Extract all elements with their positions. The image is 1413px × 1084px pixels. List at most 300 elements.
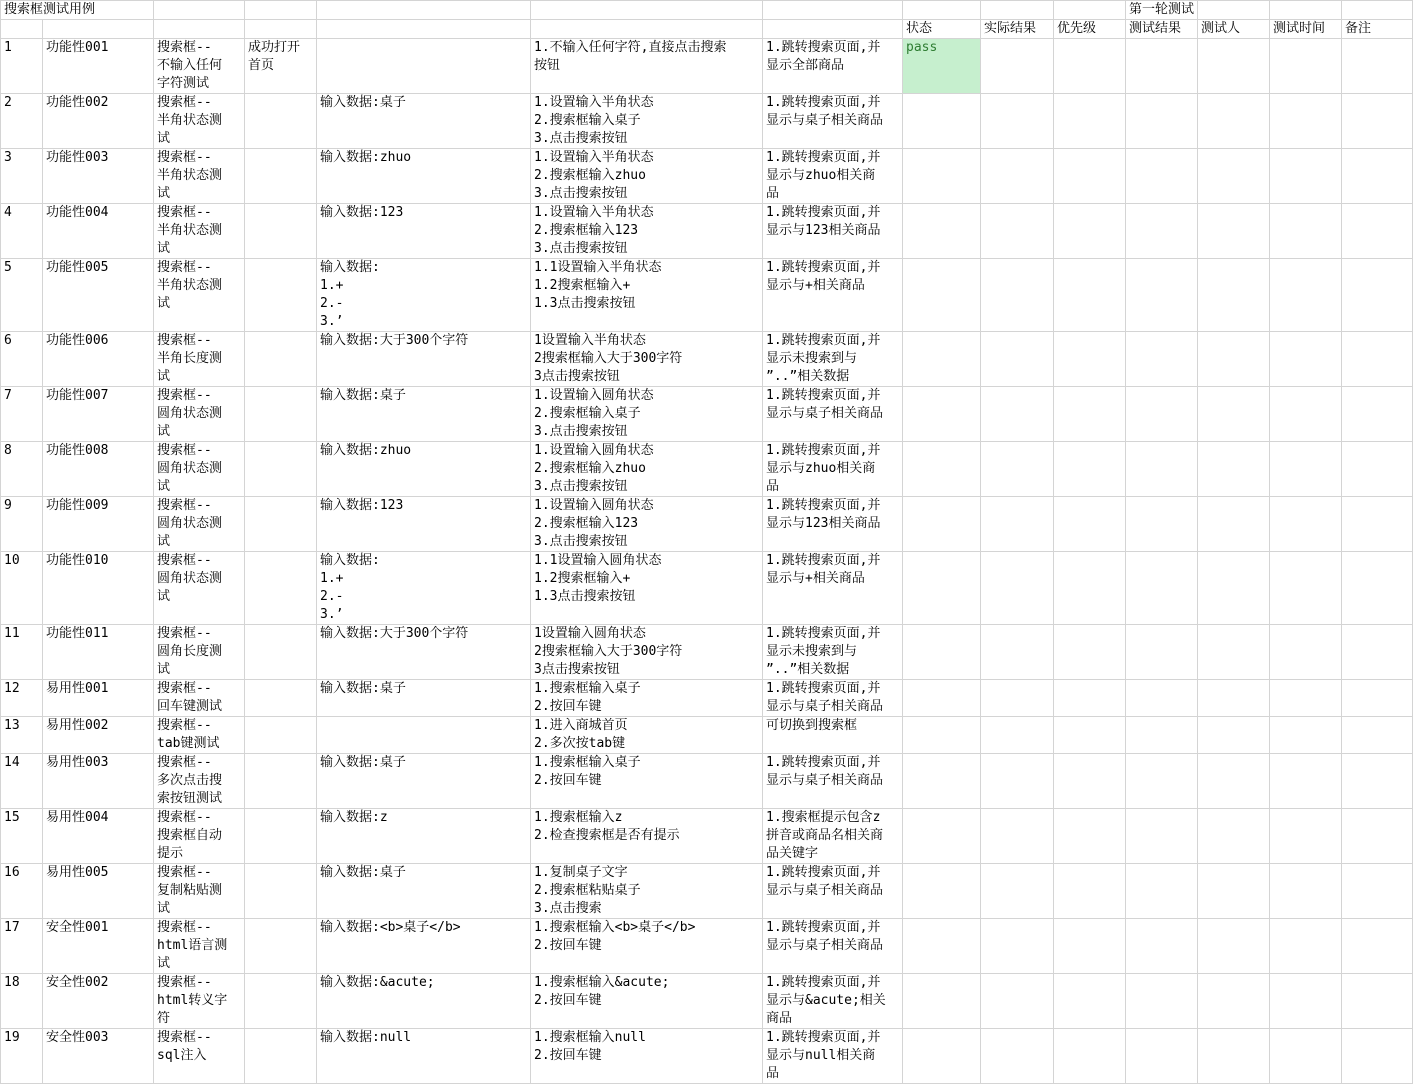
actual-result-cell[interactable] (981, 442, 1054, 497)
precondition-cell[interactable] (245, 1029, 317, 1084)
steps-cell[interactable]: 1.搜索框输入z 2.检查搜索框是否有提示 (531, 809, 763, 864)
remarks-cell[interactable] (1342, 149, 1413, 204)
case-id-cell[interactable]: 功能性004 (43, 204, 154, 259)
expected-result-cell[interactable]: 可切换到搜索框 (763, 717, 903, 754)
input-data-cell[interactable]: 输入数据:<b>桌子</b> (317, 919, 531, 974)
precondition-cell[interactable] (245, 204, 317, 259)
input-data-cell[interactable]: 输入数据:z (317, 809, 531, 864)
empty-cell[interactable] (317, 1, 531, 20)
test-result-cell[interactable] (1126, 552, 1198, 625)
case-name-cell[interactable]: 搜索框-- 半角状态测 试 (154, 149, 245, 204)
empty-cell[interactable] (317, 20, 531, 39)
input-data-cell[interactable]: 输入数据:大于300个字符 (317, 625, 531, 680)
case-name-cell[interactable]: 搜索框-- 半角状态测 试 (154, 94, 245, 149)
case-id-cell[interactable]: 安全性001 (43, 919, 154, 974)
test-time-cell[interactable] (1270, 497, 1342, 552)
expected-result-cell[interactable]: 1.跳转搜索页面,并 显示未搜索到与 ”..”相关数据 (763, 625, 903, 680)
input-data-cell[interactable] (317, 717, 531, 754)
test-time-cell[interactable] (1270, 919, 1342, 974)
precondition-cell[interactable] (245, 552, 317, 625)
case-id-cell[interactable]: 易用性001 (43, 680, 154, 717)
test-result-cell[interactable] (1126, 1029, 1198, 1084)
remarks-cell[interactable] (1342, 259, 1413, 332)
tester-cell[interactable] (1198, 974, 1270, 1029)
expected-result-cell[interactable]: 1.跳转搜索页面,并 显示与桌子相关商品 (763, 864, 903, 919)
case-name-cell[interactable]: 搜索框-- 不输入任何 字符测试 (154, 39, 245, 94)
case-number-cell[interactable]: 18 (1, 974, 43, 1029)
precondition-cell[interactable]: 成功打开 首页 (245, 39, 317, 94)
case-id-cell[interactable]: 功能性009 (43, 497, 154, 552)
steps-cell[interactable]: 1.搜索框输入<b>桌子</b> 2.按回车键 (531, 919, 763, 974)
steps-cell[interactable]: 1.设置输入半角状态 2.搜索框输入桌子 3.点击搜索按钮 (531, 94, 763, 149)
tester-cell[interactable] (1198, 332, 1270, 387)
case-number-cell[interactable]: 13 (1, 717, 43, 754)
actual-result-cell[interactable] (981, 387, 1054, 442)
status-cell[interactable] (903, 332, 981, 387)
status-cell[interactable] (903, 717, 981, 754)
empty-cell[interactable] (245, 20, 317, 39)
sheet-title-cell[interactable] (1, 1, 154, 20)
steps-cell[interactable]: 1.复制桌子文字 2.搜索框粘贴桌子 3.点击搜索 (531, 864, 763, 919)
case-number-cell[interactable]: 11 (1, 625, 43, 680)
case-name-cell[interactable]: 搜索框-- 搜索框自动 提示 (154, 809, 245, 864)
input-data-cell[interactable]: 输入数据:&acute; (317, 974, 531, 1029)
steps-cell[interactable]: 1设置输入圆角状态 2搜索框输入大于300字符 3点击搜索按钮 (531, 625, 763, 680)
remarks-cell[interactable] (1342, 974, 1413, 1029)
remarks-cell[interactable] (1342, 864, 1413, 919)
tester-cell[interactable] (1198, 387, 1270, 442)
sheet-title: 搜索框测试用例 (4, 2, 96, 17)
status-cell[interactable] (903, 442, 981, 497)
test-result-cell[interactable] (1126, 204, 1198, 259)
expected-result-cell[interactable]: 1.跳转搜索页面,并 显示与桌子相关商品 (763, 680, 903, 717)
case-number-cell[interactable]: 1 (1, 39, 43, 94)
priority-cell[interactable] (1054, 919, 1126, 974)
test-result-cell[interactable] (1126, 149, 1198, 204)
tester-cell[interactable] (1198, 717, 1270, 754)
case-id-cell[interactable]: 易用性003 (43, 754, 154, 809)
precondition-cell[interactable] (245, 680, 317, 717)
empty-cell[interactable] (1270, 1, 1342, 20)
steps-cell[interactable]: 1.搜索框输入桌子 2.按回车键 (531, 754, 763, 809)
actual-result-cell[interactable] (981, 1029, 1054, 1084)
case-id-cell[interactable]: 功能性006 (43, 332, 154, 387)
status-cell[interactable] (903, 974, 981, 1029)
case-id-cell[interactable]: 易用性004 (43, 809, 154, 864)
actual-result-cell[interactable] (981, 864, 1054, 919)
tester-cell[interactable] (1198, 1029, 1270, 1084)
status-cell[interactable] (903, 552, 981, 625)
priority-cell[interactable] (1054, 39, 1126, 94)
expected-result-cell[interactable]: 1.跳转搜索页面,并 显示与桌子相关商品 (763, 387, 903, 442)
test-result-cell[interactable] (1126, 919, 1198, 974)
empty-cell[interactable] (763, 20, 903, 39)
input-data-cell[interactable]: 输入数据:zhuo (317, 442, 531, 497)
tester-cell[interactable] (1198, 754, 1270, 809)
expected-result-cell[interactable]: 1.跳转搜索页面,并 显示与null相关商 品 (763, 1029, 903, 1084)
case-name-cell[interactable]: 搜索框-- 圆角状态测 试 (154, 497, 245, 552)
case-id-cell[interactable]: 易用性002 (43, 717, 154, 754)
remarks-cell[interactable] (1342, 204, 1413, 259)
input-data-cell[interactable]: 输入数据:123 (317, 204, 531, 259)
input-data-cell[interactable]: 输入数据:大于300个字符 (317, 332, 531, 387)
tester-cell[interactable] (1198, 864, 1270, 919)
remarks-cell[interactable] (1342, 94, 1413, 149)
priority-cell[interactable] (1054, 680, 1126, 717)
expected-result-cell[interactable]: 1.跳转搜索页面,并 显示与桌子相关商品 (763, 754, 903, 809)
precondition-cell[interactable] (245, 497, 317, 552)
empty-cell[interactable] (1054, 1, 1126, 20)
test-result-cell[interactable] (1126, 974, 1198, 1029)
test-result-cell[interactable] (1126, 332, 1198, 387)
actual-result-cell[interactable] (981, 552, 1054, 625)
test-time-cell[interactable] (1270, 1029, 1342, 1084)
expected-result-cell[interactable]: 1.跳转搜索页面,并 显示未搜索到与 ”..”相关数据 (763, 332, 903, 387)
expected-result-cell[interactable]: 1.跳转搜索页面,并 显示与123相关商品 (763, 204, 903, 259)
actual-result-cell[interactable] (981, 754, 1054, 809)
case-id-cell[interactable]: 功能性007 (43, 387, 154, 442)
remarks-cell[interactable] (1342, 387, 1413, 442)
input-data-cell[interactable]: 输入数据:桌子 (317, 387, 531, 442)
case-number-cell[interactable]: 17 (1, 919, 43, 974)
precondition-cell[interactable] (245, 442, 317, 497)
input-data-cell[interactable]: 输入数据: 1.+ 2.- 3.’ (317, 259, 531, 332)
status-cell[interactable] (903, 680, 981, 717)
test-time-cell[interactable] (1270, 680, 1342, 717)
steps-cell[interactable]: 1.1设置输入圆角状态 1.2搜索框输入+ 1.3点击搜索按钮 (531, 552, 763, 625)
case-number-cell[interactable]: 6 (1, 332, 43, 387)
status-cell[interactable] (903, 1029, 981, 1084)
expected-result-cell[interactable]: 1.跳转搜索页面,并 显示与&acute;相关 商品 (763, 974, 903, 1029)
test-result-cell[interactable] (1126, 94, 1198, 149)
case-number-cell[interactable]: 19 (1, 1029, 43, 1084)
case-name-cell[interactable]: 搜索框-- 半角状态测 试 (154, 204, 245, 259)
status-cell[interactable] (903, 919, 981, 974)
table-row (1, 919, 1413, 974)
priority-cell[interactable] (1054, 149, 1126, 204)
input-data-cell[interactable]: 输入数据:null (317, 1029, 531, 1084)
expected-result-cell[interactable]: 1.跳转搜索页面,并 显示与+相关商品 (763, 552, 903, 625)
expected-result-cell[interactable]: 1.跳转搜索页面,并 显示与桌子相关商品 (763, 94, 903, 149)
test-result-cell[interactable] (1126, 717, 1198, 754)
remarks-cell[interactable] (1342, 39, 1413, 94)
status-cell[interactable] (903, 809, 981, 864)
case-id-cell[interactable]: 功能性002 (43, 94, 154, 149)
empty-cell[interactable] (981, 1, 1054, 20)
case-number-cell[interactable]: 3 (1, 149, 43, 204)
steps-cell[interactable]: 1.搜索框输入&acute; 2.按回车键 (531, 974, 763, 1029)
empty-cell[interactable] (763, 1, 903, 20)
case-number-cell[interactable]: 15 (1, 809, 43, 864)
empty-cell[interactable] (43, 20, 154, 39)
case-name-cell[interactable]: 搜索框-- 半角长度测 试 (154, 332, 245, 387)
test-result-cell[interactable] (1126, 497, 1198, 552)
remarks-cell[interactable] (1342, 442, 1413, 497)
case-name-cell[interactable]: 搜索框-- 圆角状态测 试 (154, 442, 245, 497)
case-name-cell[interactable]: 搜索框-- 半角状态测 试 (154, 259, 245, 332)
test-time-cell[interactable] (1270, 552, 1342, 625)
header-tester[interactable]: 测试人 (1198, 20, 1270, 39)
test-result-cell[interactable] (1126, 39, 1198, 94)
test-time-cell[interactable] (1270, 332, 1342, 387)
tester-cell[interactable] (1198, 149, 1270, 204)
priority-cell[interactable] (1054, 204, 1126, 259)
test-time-cell[interactable] (1270, 39, 1342, 94)
status-cell[interactable] (903, 149, 981, 204)
header-status[interactable]: 状态 (903, 20, 981, 39)
case-number-cell[interactable]: 8 (1, 442, 43, 497)
status-cell[interactable] (903, 94, 981, 149)
expected-result-cell[interactable]: 1.跳转搜索页面,并 显示全部商品 (763, 39, 903, 94)
test-time-cell[interactable] (1270, 387, 1342, 442)
case-number-cell[interactable]: 16 (1, 864, 43, 919)
remarks-cell[interactable] (1342, 552, 1413, 625)
remarks-cell[interactable] (1342, 497, 1413, 552)
precondition-cell[interactable] (245, 259, 317, 332)
priority-cell[interactable] (1054, 387, 1126, 442)
actual-result-cell[interactable] (981, 497, 1054, 552)
precondition-cell[interactable] (245, 754, 317, 809)
test-time-cell[interactable] (1270, 754, 1342, 809)
priority-cell[interactable] (1054, 625, 1126, 680)
case-id-cell[interactable]: 功能性011 (43, 625, 154, 680)
test-result-cell[interactable] (1126, 809, 1198, 864)
table-row (1, 680, 1413, 717)
table-row (1, 332, 1413, 387)
tester-cell[interactable] (1198, 39, 1270, 94)
remarks-cell[interactable] (1342, 625, 1413, 680)
expected-result-cell[interactable]: 1.跳转搜索页面,并 显示与123相关商品 (763, 497, 903, 552)
priority-cell[interactable] (1054, 974, 1126, 1029)
input-data-cell[interactable] (317, 39, 531, 94)
remarks-cell[interactable] (1342, 1029, 1413, 1084)
header-remarks[interactable]: 备注 (1342, 20, 1413, 39)
expected-result-cell[interactable]: 1.跳转搜索页面,并 显示与+相关商品 (763, 259, 903, 332)
precondition-cell[interactable] (245, 864, 317, 919)
input-data-cell[interactable]: 输入数据:桌子 (317, 864, 531, 919)
actual-result-cell[interactable] (981, 39, 1054, 94)
header-actual-result[interactable]: 实际结果 (981, 20, 1054, 39)
header-test-result[interactable]: 测试结果 (1126, 20, 1198, 39)
status-cell[interactable] (903, 625, 981, 680)
precondition-cell[interactable] (245, 94, 317, 149)
header-priority[interactable]: 优先级 (1054, 20, 1126, 39)
input-data-cell[interactable]: 输入数据:桌子 (317, 94, 531, 149)
steps-cell[interactable]: 1.设置输入半角状态 2.搜索框输入zhuo 3.点击搜索按钮 (531, 149, 763, 204)
expected-result-cell[interactable]: 1.跳转搜索页面,并 显示与zhuo相关商 品 (763, 442, 903, 497)
empty-cell[interactable] (903, 1, 981, 20)
actual-result-cell[interactable] (981, 332, 1054, 387)
case-id-cell[interactable]: 易用性005 (43, 864, 154, 919)
actual-result-cell[interactable] (981, 919, 1054, 974)
empty-cell[interactable] (154, 20, 245, 39)
input-data-cell[interactable]: 输入数据:桌子 (317, 754, 531, 809)
priority-cell[interactable] (1054, 442, 1126, 497)
table-row (1, 864, 1413, 919)
remarks-cell[interactable] (1342, 332, 1413, 387)
table-row (1, 754, 1413, 809)
test-time-cell[interactable] (1270, 94, 1342, 149)
remarks-cell[interactable] (1342, 919, 1413, 974)
priority-cell[interactable] (1054, 332, 1126, 387)
actual-result-cell[interactable] (981, 204, 1054, 259)
remarks-cell[interactable] (1342, 754, 1413, 809)
priority-cell[interactable] (1054, 94, 1126, 149)
remarks-cell[interactable] (1342, 809, 1413, 864)
expected-result-cell[interactable]: 1.跳转搜索页面,并 显示与zhuo相关商 品 (763, 149, 903, 204)
case-name-cell[interactable]: 搜索框-- 回车键测试 (154, 680, 245, 717)
case-number-cell[interactable]: 2 (1, 94, 43, 149)
test-time-cell[interactable] (1270, 864, 1342, 919)
test-time-cell[interactable] (1270, 259, 1342, 332)
steps-cell[interactable]: 1.搜索框输入桌子 2.按回车键 (531, 680, 763, 717)
header-test-time[interactable]: 测试时间 (1270, 20, 1342, 39)
remarks-cell[interactable] (1342, 680, 1413, 717)
status-cell[interactable]: pass (903, 39, 981, 94)
test-result-cell[interactable] (1126, 259, 1198, 332)
actual-result-cell[interactable] (981, 625, 1054, 680)
case-name-cell[interactable]: 搜索框-- 圆角长度测 试 (154, 625, 245, 680)
test-time-cell[interactable] (1270, 717, 1342, 754)
test-result-cell[interactable] (1126, 442, 1198, 497)
tester-cell[interactable] (1198, 497, 1270, 552)
test-time-cell[interactable] (1270, 625, 1342, 680)
priority-cell[interactable] (1054, 497, 1126, 552)
case-number-cell[interactable]: 12 (1, 680, 43, 717)
status-cell[interactable] (903, 387, 981, 442)
actual-result-cell[interactable] (981, 94, 1054, 149)
steps-cell[interactable]: 1设置输入半角状态 2搜索框输入大于300字符 3点击搜索按钮 (531, 332, 763, 387)
case-number-cell[interactable]: 5 (1, 259, 43, 332)
case-name-cell[interactable]: 搜索框-- tab键测试 (154, 717, 245, 754)
case-name-cell[interactable]: 搜索框-- 圆角状态测 试 (154, 387, 245, 442)
steps-cell[interactable]: 1.搜索框输入null 2.按回车键 (531, 1029, 763, 1084)
status-cell[interactable] (903, 497, 981, 552)
tester-cell[interactable] (1198, 809, 1270, 864)
priority-cell[interactable] (1054, 864, 1126, 919)
case-id-cell[interactable]: 功能性001 (43, 39, 154, 94)
test-result-cell[interactable] (1126, 680, 1198, 717)
test-time-cell[interactable] (1270, 974, 1342, 1029)
status-cell[interactable] (903, 864, 981, 919)
precondition-cell[interactable] (245, 919, 317, 974)
tester-cell[interactable] (1198, 680, 1270, 717)
steps-cell[interactable]: 1.设置输入圆角状态 2.搜索框输入zhuo 3.点击搜索按钮 (531, 442, 763, 497)
round-title-cell[interactable] (1126, 1, 1198, 20)
test-result-cell[interactable] (1126, 754, 1198, 809)
priority-cell[interactable] (1054, 809, 1126, 864)
case-name-cell[interactable]: 搜索框-- 复制粘贴测 试 (154, 864, 245, 919)
case-number-cell[interactable]: 7 (1, 387, 43, 442)
case-name-cell[interactable]: 搜索框-- 圆角状态测 试 (154, 552, 245, 625)
empty-cell[interactable] (531, 1, 763, 20)
status-cell[interactable] (903, 754, 981, 809)
actual-result-cell[interactable] (981, 680, 1054, 717)
empty-cell[interactable] (1342, 1, 1413, 20)
steps-cell[interactable]: 1.进入商城首页 2.多次按tab键 (531, 717, 763, 754)
precondition-cell[interactable] (245, 974, 317, 1029)
test-time-cell[interactable] (1270, 204, 1342, 259)
case-number-cell[interactable]: 9 (1, 497, 43, 552)
actual-result-cell[interactable] (981, 974, 1054, 1029)
case-id-cell[interactable]: 安全性002 (43, 974, 154, 1029)
precondition-cell[interactable] (245, 717, 317, 754)
input-data-cell[interactable]: 输入数据: 1.+ 2.- 3.’ (317, 552, 531, 625)
precondition-cell[interactable] (245, 809, 317, 864)
expected-result-cell[interactable]: 1.搜索框提示包含z 拼音或商品名相关商 品关键字 (763, 809, 903, 864)
table-row (1, 39, 1413, 94)
test-result-cell[interactable] (1126, 387, 1198, 442)
case-name-cell[interactable]: 搜索框-- 多次点击搜 索按钮测试 (154, 754, 245, 809)
tester-cell[interactable] (1198, 919, 1270, 974)
status-cell[interactable] (903, 204, 981, 259)
priority-cell[interactable] (1054, 754, 1126, 809)
case-number-cell[interactable]: 4 (1, 204, 43, 259)
actual-result-cell[interactable] (981, 809, 1054, 864)
input-data-cell[interactable]: 输入数据:zhuo (317, 149, 531, 204)
tester-cell[interactable] (1198, 204, 1270, 259)
test-time-cell[interactable] (1270, 442, 1342, 497)
empty-cell[interactable] (245, 1, 317, 20)
empty-cell[interactable] (1, 20, 43, 39)
priority-cell[interactable] (1054, 717, 1126, 754)
actual-result-cell[interactable] (981, 259, 1054, 332)
priority-cell[interactable] (1054, 552, 1126, 625)
empty-cell[interactable] (154, 1, 245, 20)
actual-result-cell[interactable] (981, 149, 1054, 204)
case-number-cell[interactable]: 14 (1, 754, 43, 809)
tester-cell[interactable] (1198, 552, 1270, 625)
precondition-cell[interactable] (245, 332, 317, 387)
case-id-cell[interactable]: 安全性003 (43, 1029, 154, 1084)
steps-cell[interactable]: 1.设置输入圆角状态 2.搜索框输入123 3.点击搜索按钮 (531, 497, 763, 552)
case-id-cell[interactable]: 功能性008 (43, 442, 154, 497)
case-id-cell[interactable]: 功能性010 (43, 552, 154, 625)
test-time-cell[interactable] (1270, 809, 1342, 864)
steps-cell[interactable]: 1.设置输入圆角状态 2.搜索框输入桌子 3.点击搜索按钮 (531, 387, 763, 442)
tester-cell[interactable] (1198, 94, 1270, 149)
case-id-cell[interactable]: 功能性005 (43, 259, 154, 332)
empty-cell[interactable] (531, 20, 763, 39)
tester-cell[interactable] (1198, 259, 1270, 332)
empty-cell[interactable] (1198, 1, 1270, 20)
steps-cell[interactable]: 1.1设置输入半角状态 1.2搜索框输入+ 1.3点击搜索按钮 (531, 259, 763, 332)
priority-cell[interactable] (1054, 259, 1126, 332)
status-cell[interactable] (903, 259, 981, 332)
case-name-cell[interactable]: 搜索框-- html转义字 符 (154, 974, 245, 1029)
case-name-cell[interactable]: 搜索框-- sql注入 (154, 1029, 245, 1084)
precondition-cell[interactable] (245, 387, 317, 442)
case-number-cell[interactable]: 10 (1, 552, 43, 625)
precondition-cell[interactable] (245, 149, 317, 204)
input-data-cell[interactable]: 输入数据:桌子 (317, 680, 531, 717)
test-time-cell[interactable] (1270, 149, 1342, 204)
case-name-cell[interactable]: 搜索框-- html语言测 试 (154, 919, 245, 974)
actual-result-cell[interactable] (981, 717, 1054, 754)
tester-cell[interactable] (1198, 625, 1270, 680)
priority-cell[interactable] (1054, 1029, 1126, 1084)
expected-result-cell[interactable]: 1.跳转搜索页面,并 显示与桌子相关商品 (763, 919, 903, 974)
test-result-cell[interactable] (1126, 864, 1198, 919)
test-result-cell[interactable] (1126, 625, 1198, 680)
steps-cell[interactable]: 1.不输入任何字符,直接点击搜索 按钮 (531, 39, 763, 94)
input-data-cell[interactable]: 输入数据:123 (317, 497, 531, 552)
remarks-cell[interactable] (1342, 717, 1413, 754)
precondition-cell[interactable] (245, 625, 317, 680)
steps-cell[interactable]: 1.设置输入半角状态 2.搜索框输入123 3.点击搜索按钮 (531, 204, 763, 259)
case-id-cell[interactable]: 功能性003 (43, 149, 154, 204)
tester-cell[interactable] (1198, 442, 1270, 497)
